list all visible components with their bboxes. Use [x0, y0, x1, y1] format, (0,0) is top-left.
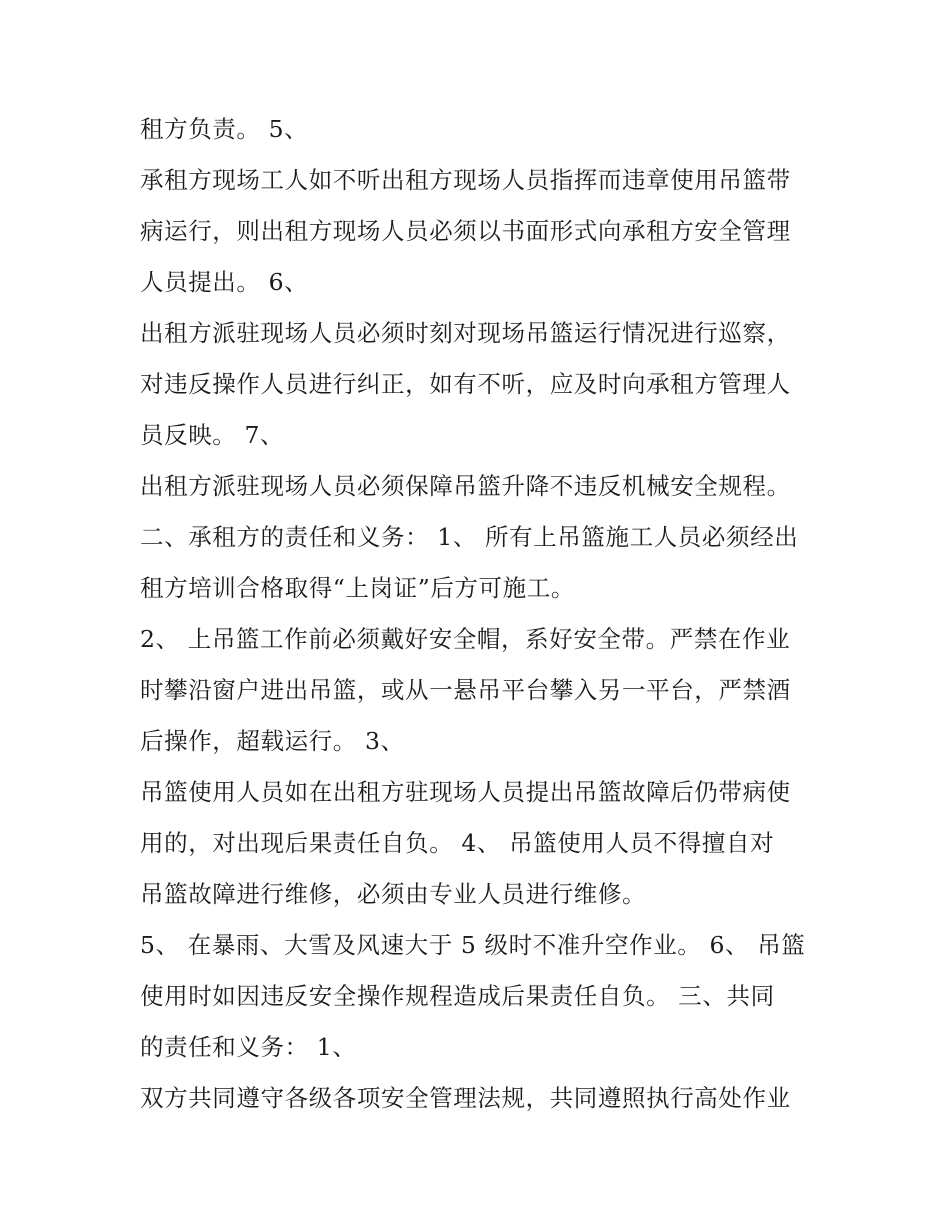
text-line: 后操作，超载运行。 3、: [140, 727, 405, 755]
text-line: 出租方派驻现场人员必须时刻对现场吊篮运行情况进行巡察，: [140, 319, 791, 347]
text-line: 的责任和义务： 1、: [140, 1033, 357, 1061]
text-line: 病运行，则出租方现场人员必须以书面形式向承租方安全管理: [140, 217, 791, 245]
text-line: 员反映。 7、: [140, 421, 285, 449]
text-line: 使用时如因违反安全操作规程造成后果责任自负。 三、共同: [140, 982, 775, 1010]
text-line: 二、承租方的责任和义务： 1、 所有上吊篮施工人员必须经出: [140, 523, 799, 551]
text-line: 人员提出。 6、: [140, 268, 309, 296]
text-line: 吊篮使用人员如在出租方驻现场人员提出吊篮故障后仍带病使: [140, 778, 791, 806]
text-line: 吊篮故障进行维修，必须由专业人员进行维修。: [140, 880, 647, 908]
text-line: 用的，对出现后果责任自负。 4、 吊篮使用人员不得擅自对: [140, 829, 775, 857]
text-line: 出租方派驻现场人员必须保障吊篮升降不违反机械安全规程。: [140, 472, 791, 500]
text-line: 承租方现场工人如不听出租方现场人员指挥而违章使用吊篮带: [140, 166, 791, 194]
text-line: 5、 在暴雨、大雪及风速大于 5 级时不准升空作业。 6、 吊篮: [140, 931, 806, 959]
text-line: 2、 上吊篮工作前必须戴好安全帽，系好安全带。严禁在作业: [140, 625, 791, 653]
text-line: 租方培训合格取得“上岗证”后方可施工。: [140, 574, 575, 602]
text-line: 对违反操作人员进行纠正，如有不听，应及时向承租方管理人: [140, 370, 791, 398]
text-line: 租方负责。 5、: [140, 115, 309, 143]
text-line: 时攀沿窗户进出吊篮，或从一悬吊平台攀入另一平台，严禁酒: [140, 676, 791, 704]
body-text: [140, 108, 840, 1128]
text-line: 双方共同遵守各级各项安全管理法规，共同遵照执行高处作业: [140, 1084, 791, 1112]
